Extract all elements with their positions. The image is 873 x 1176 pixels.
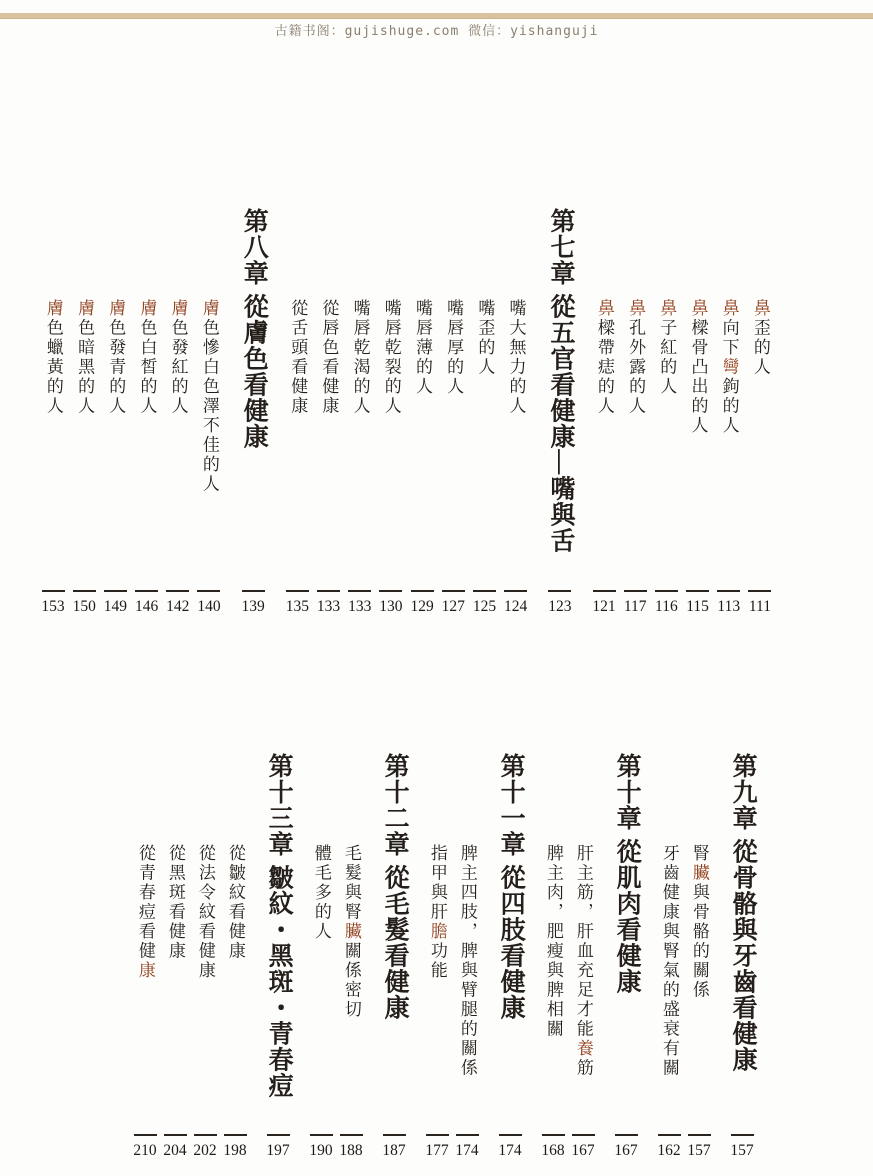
page-number: 202 xyxy=(193,1141,217,1159)
toc-entry-column xyxy=(407,208,437,614)
toc-entry-column xyxy=(190,753,220,1158)
highlighted-char: 彎 xyxy=(719,357,739,377)
page-number-block xyxy=(266,1130,289,1159)
page-number: 150 xyxy=(72,597,96,615)
entry-title: 鼻子紅的人 xyxy=(657,299,677,397)
page-number-block xyxy=(104,586,127,615)
highlighted-char: 膚 xyxy=(43,299,63,319)
toc-entry-column xyxy=(100,208,130,614)
page-number-dash xyxy=(548,590,571,592)
entry-title: 鼻樑骨凸出的人 xyxy=(688,299,708,436)
highlighted-char: 鼻 xyxy=(626,299,646,319)
page-number-block xyxy=(614,1130,637,1159)
page-number-block xyxy=(382,1130,405,1159)
page-number-dash xyxy=(134,1134,157,1136)
page-number: 174 xyxy=(455,1141,479,1159)
toc-entry-column xyxy=(538,753,568,1158)
page-number-block xyxy=(163,1130,186,1159)
entry-title: 脾主肉，肥瘦與脾相關 xyxy=(543,844,563,1039)
page-number: 204 xyxy=(163,1141,187,1159)
page-number-dash xyxy=(411,590,434,592)
toc-chapter-column xyxy=(231,208,275,614)
toc-entry-column xyxy=(38,208,68,614)
page-number-dash xyxy=(731,1134,754,1136)
entry-title: 嘴唇乾裂的人 xyxy=(381,299,401,416)
page-number: 125 xyxy=(472,597,497,615)
toc-entry-column xyxy=(220,753,250,1158)
page-number: 142 xyxy=(166,597,190,615)
page-number: 187 xyxy=(382,1141,406,1159)
page-number-block xyxy=(133,1130,156,1159)
page-number: 115 xyxy=(686,597,709,615)
toc-section-chapters-7-8 xyxy=(38,208,775,614)
page-number-block xyxy=(548,586,571,615)
entry-title: 嘴大無力的人 xyxy=(506,299,526,416)
highlighted-char: 膚 xyxy=(137,299,157,319)
page-number-block xyxy=(410,586,433,615)
page-number-block xyxy=(41,586,64,615)
page-number-block xyxy=(541,1130,564,1159)
page-number: 133 xyxy=(316,597,341,615)
page-number: 139 xyxy=(241,597,265,615)
page-number-block xyxy=(309,1130,332,1159)
entry-title: 嘴唇薄的人 xyxy=(412,299,432,397)
toc-entry-column xyxy=(684,753,714,1158)
toc-entry-column xyxy=(130,753,160,1158)
page-number-dash xyxy=(593,590,616,592)
page-number: 177 xyxy=(425,1141,449,1159)
page-number: 210 xyxy=(133,1141,157,1159)
page-number-block xyxy=(348,586,371,615)
toc-entry-column xyxy=(163,208,193,614)
highlighted-char: 膚 xyxy=(106,299,126,319)
toc-section-chapters-9-13 xyxy=(130,753,770,1158)
toc-chapter-column xyxy=(256,753,300,1158)
page-number: 140 xyxy=(197,597,221,615)
page-number-dash xyxy=(135,590,158,592)
highlighted-char: 鼻 xyxy=(688,299,708,319)
toc-entry-column xyxy=(745,208,775,614)
toc-entry-column xyxy=(683,208,713,614)
page-number-dash xyxy=(473,590,496,592)
highlighted-char: 臟 xyxy=(341,922,361,942)
entry-title: 從皺紋看健康 xyxy=(225,844,245,961)
entry-title: 鼻向下彎鉤的人 xyxy=(719,299,739,436)
chapter-title: 第十章 從肌肉看健康 xyxy=(613,753,641,995)
page-number: 133 xyxy=(348,597,372,615)
page-number: 157 xyxy=(730,1141,754,1159)
entry-title: 牙齒健康與腎氣的盛衰有關 xyxy=(659,844,679,1078)
page-number: 127 xyxy=(441,597,465,615)
entry-title: 膚色慘白色澤不佳的人 xyxy=(199,299,219,494)
page-number-dash xyxy=(658,1134,681,1136)
page-number-dash xyxy=(242,590,265,592)
page-number-block xyxy=(592,586,615,615)
entry-title: 膚色白皙的人 xyxy=(137,299,157,416)
entry-title: 嘴歪的人 xyxy=(475,299,495,377)
toc-entry-column xyxy=(568,753,598,1158)
page-number: 121 xyxy=(592,597,616,615)
entry-title: 脾主四肢，脾與臂腿的關係 xyxy=(457,844,477,1078)
toc-entry-column xyxy=(194,208,224,614)
toc-entry-column xyxy=(620,208,650,614)
entry-title: 嘴唇乾渴的人 xyxy=(350,299,370,416)
page-number: 117 xyxy=(623,597,647,615)
page-number: 129 xyxy=(410,597,434,615)
toc-entry-column xyxy=(714,208,744,614)
page-number-dash xyxy=(348,590,371,592)
page-number-block xyxy=(504,586,527,615)
chapter-title: 第十二章 從毛髮看健康 xyxy=(381,753,409,1021)
chapter-title: 第八章 從膚色看健康 xyxy=(240,208,268,450)
entry-title: 鼻歪的人 xyxy=(750,299,770,377)
page-number-dash xyxy=(379,590,402,592)
page-number-block xyxy=(379,586,402,615)
page-number-dash xyxy=(442,590,465,592)
entry-title: 指甲與肝膽功能 xyxy=(427,844,447,981)
entry-title: 從青春痘看健康 xyxy=(135,844,155,981)
page-number: 167 xyxy=(614,1141,638,1159)
entry-title: 嘴唇厚的人 xyxy=(444,299,464,397)
page-number-block xyxy=(624,586,647,615)
page-number-dash xyxy=(194,1134,217,1136)
page-number-dash xyxy=(748,590,771,592)
entry-title: 體毛多的人 xyxy=(311,844,331,942)
entry-title: 從舌頭看健康 xyxy=(288,299,308,416)
page-number-block xyxy=(455,1130,478,1159)
page-number-dash xyxy=(615,1134,638,1136)
toc-entry-column xyxy=(452,753,482,1158)
page-number-block xyxy=(498,1130,521,1159)
page-number: 167 xyxy=(571,1141,595,1159)
page-number-block xyxy=(655,586,678,615)
page-number-block xyxy=(686,586,709,615)
entry-title: 從法令紋看健康 xyxy=(195,844,215,981)
page-number-dash xyxy=(340,1134,363,1136)
toc-entry-column xyxy=(376,208,406,614)
page-number-dash xyxy=(73,590,96,592)
page-number: 157 xyxy=(687,1141,711,1159)
page-number-block xyxy=(166,586,189,615)
chapter-title: 第七章 從五官看健康—嘴與舌 xyxy=(546,208,574,554)
entry-title: 從黑斑看健康 xyxy=(165,844,185,961)
toc-entry-column xyxy=(160,753,190,1158)
page-number: 188 xyxy=(339,1141,363,1159)
page-number: 190 xyxy=(309,1141,333,1159)
page-number-dash xyxy=(286,590,309,592)
page-number-dash xyxy=(655,590,678,592)
page-number: 146 xyxy=(134,597,159,615)
toc-entry-column xyxy=(654,753,684,1158)
toc-entry-column xyxy=(69,208,99,614)
toc-chapter-column xyxy=(488,753,532,1158)
toc-chapter-column xyxy=(604,753,648,1158)
highlighted-char: 臟 xyxy=(689,863,709,883)
page-number-block xyxy=(73,586,96,615)
page-number-block xyxy=(425,1130,448,1159)
toc-entry-column xyxy=(469,208,499,614)
page-number-block xyxy=(571,1130,594,1159)
page-number-block xyxy=(473,586,496,615)
page-number-block xyxy=(197,586,220,615)
page-number-dash xyxy=(572,1134,595,1136)
page-number: 116 xyxy=(655,597,678,615)
page-number: 168 xyxy=(541,1141,565,1159)
page-number-dash xyxy=(310,1134,333,1136)
page-number-block xyxy=(687,1130,710,1159)
page-number: 124 xyxy=(504,597,528,615)
toc-entry-column xyxy=(345,208,375,614)
entry-title: 鼻孔外露的人 xyxy=(626,299,646,416)
page-number: 197 xyxy=(266,1141,290,1159)
toc-entry-column xyxy=(314,208,344,614)
page-number-dash xyxy=(504,590,527,592)
page-number: 198 xyxy=(223,1141,247,1159)
page-number-dash xyxy=(542,1134,565,1136)
toc-entry-column xyxy=(306,753,336,1158)
top-border-bar xyxy=(0,13,873,19)
toc-entry-column xyxy=(438,208,468,614)
entry-title: 鼻樑帶痣的人 xyxy=(594,299,614,416)
toc-entry-column xyxy=(501,208,531,614)
toc-entry-column xyxy=(132,208,162,614)
highlighted-char: 鼻 xyxy=(750,299,770,319)
page-number: 113 xyxy=(717,597,741,615)
page-number: 135 xyxy=(285,597,309,615)
entry-title: 從唇色看健康 xyxy=(319,299,339,416)
toc-chapter-column xyxy=(538,208,582,614)
page-number-dash xyxy=(717,590,740,592)
toc-chapter-column xyxy=(720,753,764,1158)
entry-title: 膚色蠟黃的人 xyxy=(43,299,63,416)
chapter-title: 第九章 從骨骼與牙齒看健康 xyxy=(729,753,757,1073)
page-number-block xyxy=(135,586,158,615)
toc-chapter-column xyxy=(372,753,416,1158)
page-number-dash xyxy=(624,590,647,592)
page-number-dash xyxy=(104,590,127,592)
entry-title: 膚色發紅的人 xyxy=(168,299,188,416)
toc-entry-column xyxy=(336,753,366,1158)
toc-entry-column xyxy=(589,208,619,614)
page-number-dash xyxy=(456,1134,479,1136)
chapter-title: 第十三章 皺紋・黑斑・青春痘 xyxy=(265,753,293,1099)
page-number-block xyxy=(242,586,265,615)
toc-entry-column xyxy=(651,208,681,614)
toc-entry-column xyxy=(422,753,452,1158)
highlighted-char: 鼻 xyxy=(657,299,677,319)
page-number-block xyxy=(657,1130,680,1159)
chapter-title: 第十一章 從四肢看健康 xyxy=(497,753,525,1021)
page-number-dash xyxy=(686,590,709,592)
page-number: 174 xyxy=(498,1141,522,1159)
page-number-dash xyxy=(383,1134,406,1136)
page-number-block xyxy=(317,586,340,615)
page-number: 162 xyxy=(657,1141,681,1159)
page-number-dash xyxy=(197,590,220,592)
highlighted-char: 膚 xyxy=(168,299,188,319)
page-number-dash xyxy=(688,1134,711,1136)
page-number: 123 xyxy=(548,597,572,615)
highlighted-char: 養 xyxy=(573,1039,593,1059)
page-number-block xyxy=(748,586,771,615)
entry-title: 膚色暗黑的人 xyxy=(75,299,95,416)
page-number-dash xyxy=(267,1134,290,1136)
page-number-block xyxy=(730,1130,753,1159)
page-number: 130 xyxy=(379,597,403,615)
page-number-dash xyxy=(224,1134,247,1136)
page-number: 111 xyxy=(748,597,771,615)
page-number-dash xyxy=(499,1134,522,1136)
page-number: 153 xyxy=(41,597,65,615)
highlighted-char: 膽 xyxy=(427,922,447,942)
page-number-dash xyxy=(317,590,340,592)
highlighted-char: 膚 xyxy=(75,299,95,319)
toc-entry-column xyxy=(282,208,312,614)
page-number-block xyxy=(442,586,465,615)
page-number-dash xyxy=(426,1134,449,1136)
entry-title: 肝主筋，肝血充足才能養筋 xyxy=(573,844,593,1078)
page-number-block xyxy=(717,586,740,615)
entry-title: 毛髮與腎臟關係密切 xyxy=(341,844,361,1020)
page-number-dash xyxy=(166,590,189,592)
entry-title: 腎臟與骨骼的關係 xyxy=(689,844,709,1000)
page-number-block xyxy=(193,1130,216,1159)
page-number-block xyxy=(286,586,309,615)
page-number-dash xyxy=(42,590,65,592)
highlighted-char: 鼻 xyxy=(594,299,614,319)
page-number-dash xyxy=(164,1134,187,1136)
page-number-block xyxy=(339,1130,362,1159)
watermark-text: 古籍书阁：gujishuge.com 微信：yishanguji xyxy=(274,24,599,39)
page-number: 149 xyxy=(103,597,127,615)
highlighted-char: 康 xyxy=(135,961,155,981)
page-number-block xyxy=(223,1130,246,1159)
highlighted-char: 膚 xyxy=(199,299,219,319)
highlighted-char: 鼻 xyxy=(719,299,739,319)
entry-title: 膚色發青的人 xyxy=(106,299,126,416)
